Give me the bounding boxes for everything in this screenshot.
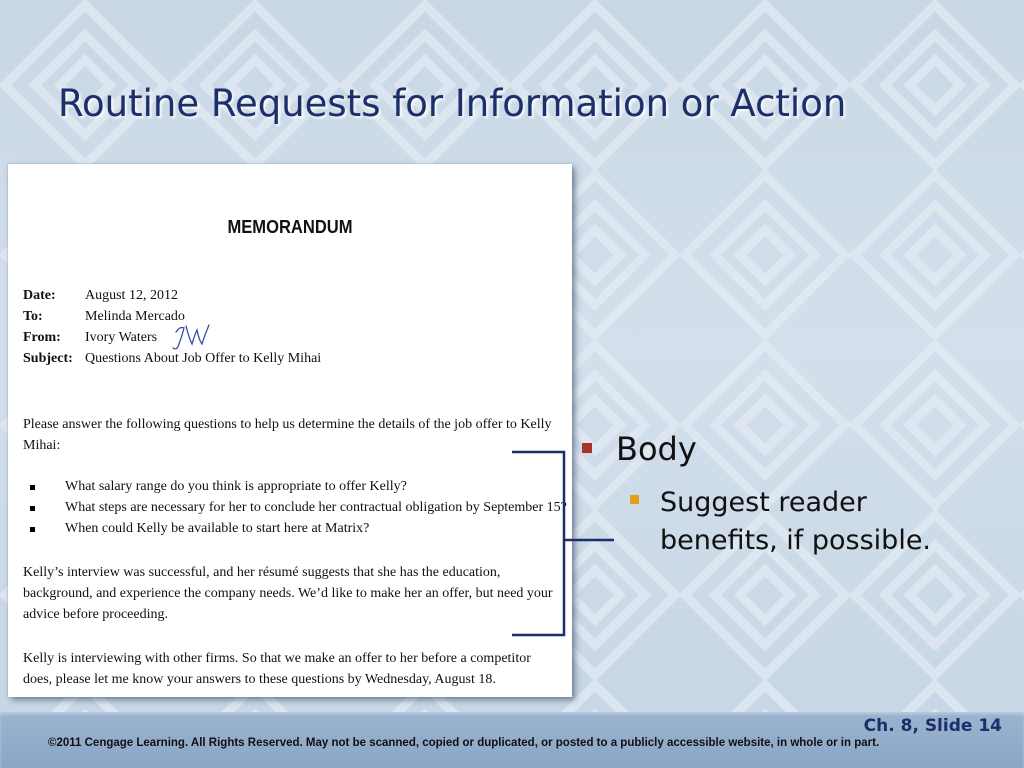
copyright-notice: ©2011 Cengage Learning. All Rights Reserved. May not be scanned, copied or duplicated, or posted to a publicly accessible website, in whole or in part. [48,737,880,749]
memo-document [8,164,572,697]
memo-subject-label: Subject: [23,351,73,366]
memo-date-label: Date: [23,288,56,303]
memo-paragraph-3: Kelly is interviewing with other firms. So that we make an offer to her before a competitor does, please let me know your answers to these questions by Wednesday, August 18. [23,651,531,687]
memo-paragraph-2: Kelly’s interview was successful, and her résumé suggests that she has the education, background, and experience the company needs. We’d like to make her an offer, but need your advice before proceeding. [23,565,553,622]
bullet-marker [630,495,639,504]
list-item: What steps are necessary for her to conclude her contractual obligation by September 15? [23,497,573,518]
memo-from-value: Ivory Waters [85,330,158,345]
memo-heading: MEMORANDUM [227,217,353,237]
slide-title: Routine Requests for Information or Action [58,82,847,125]
list-item: When could Kelly be available to start here at Matrix? [23,518,573,539]
memo-subject-value: Questions About Job Offer to Kelly Mihai [85,351,322,366]
memo-to-value: Melinda Mercado [85,309,185,324]
bullet-level1-text: Body [616,430,697,468]
memo-date-value: August 12, 2012 [85,288,178,303]
bullet-marker [582,443,592,453]
memo-intro: Please answer the following questions to help us determine the details of the job offer to Kelly Mihai: [23,417,552,453]
handwritten-initials [170,322,212,354]
slide-number: Ch. 8, Slide 14 [863,716,1002,736]
list-item: What salary range do you think is appropriate to offer Kelly? [23,476,573,497]
memo-from-label: From: [23,330,61,345]
bullet-level2-text: Suggest reader benefits, if possible. [660,487,932,556]
memo-question-list [23,476,573,539]
memo-to-label: To: [23,309,43,324]
